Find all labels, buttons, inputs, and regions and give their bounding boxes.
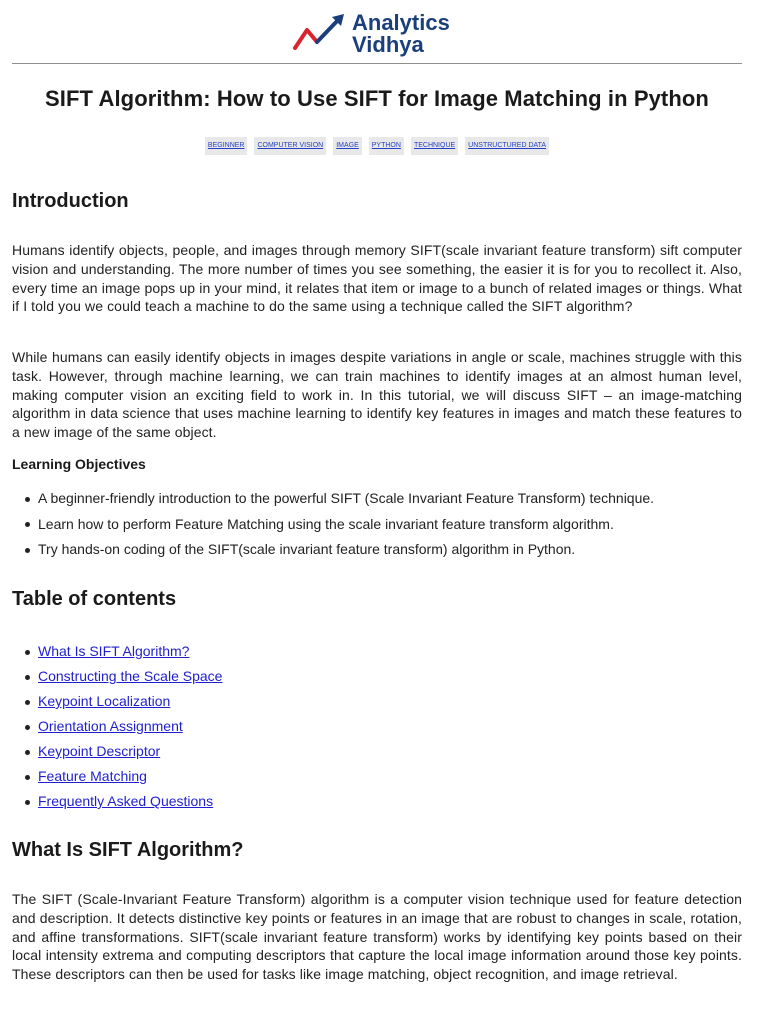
site-logo[interactable]: [292, 8, 467, 56]
toc-item: [12, 714, 742, 739]
logo-line-1: Analytics: [352, 10, 450, 35]
site-header: [0, 0, 768, 58]
toc-link-feature-matching[interactable]: Feature Matching: [38, 768, 147, 784]
toc-item: [12, 689, 742, 714]
toc-item: [12, 739, 742, 764]
toc-item: [12, 664, 742, 689]
tag-python[interactable]: PYTHON: [369, 137, 404, 155]
table-of-contents: [12, 639, 742, 814]
tag-list: [12, 137, 742, 155]
toc-link-keypoint-localization[interactable]: Keypoint Localization: [38, 693, 171, 709]
toc-link-faq[interactable]: Frequently Asked Questions: [38, 793, 214, 809]
toc-link-scale-space[interactable]: Constructing the Scale Space: [38, 668, 223, 684]
section-heading-introduction: Introduction: [12, 190, 129, 212]
toc-item: [12, 789, 742, 814]
toc-item: [12, 764, 742, 789]
logo-wordmark: [352, 12, 450, 56]
header-divider: [12, 63, 742, 64]
toc-link-orientation-assignment[interactable]: Orientation Assignment: [38, 718, 183, 734]
learning-objectives-heading: Learning Objectives: [12, 456, 146, 472]
toc-link-what-is-sift[interactable]: What Is SIFT Algorithm?: [38, 643, 190, 659]
section-heading-table-of-contents: Table of contents: [12, 588, 177, 610]
list-item: Try hands-on coding of the SIFT(scale invariant feature transform) algorithm in Python.: [12, 537, 742, 563]
tag-unstructured-data[interactable]: UNSTRUCTURED DATA: [465, 137, 549, 155]
intro-paragraph-1: Humans identify objects, people, and images through memory SIFT(scale invariant feature transform) sift computer vision and understanding. The more number of times you see something, the easier it is for you to recollect it. Also, every time an image pops up in your mind, it relates that item or image to a bunch of related images or things. What if I told you we could teach a machine to do the same using a technique called the SIFT algorithm?: [12, 242, 742, 315]
logo-line-2: Vidhya: [352, 32, 424, 57]
tag-image[interactable]: IMAGE: [333, 137, 362, 155]
analytics-vidhya-logo-icon: [292, 14, 350, 52]
list-item: Learn how to perform Feature Matching using the scale invariant feature transform algorithm.: [12, 512, 742, 538]
tag-computer-vision[interactable]: COMPUTER VISION: [254, 137, 326, 155]
toc-link-keypoint-descriptor[interactable]: Keypoint Descriptor: [38, 743, 161, 759]
learning-objectives-list: [12, 486, 742, 563]
article-title: SIFT Algorithm: How to Use SIFT for Image Matching in Python: [45, 86, 709, 111]
toc-item: [12, 639, 742, 664]
intro-paragraph-2: While humans can easily identify objects in images despite variations in angle or scale, machines struggle with this task. However, through machine learning, we can train machines to identify images at an almost human level, making computer vision an exciting field to work in. In this tutorial, we will discuss SIFT – an image-matching algorithm in data science that uses machine learning to identify key features in images and match these features to a new image of the same object.: [12, 349, 742, 441]
list-item: A beginner-friendly introduction to the powerful SIFT (Scale Invariant Feature Transform) technique.: [12, 486, 742, 512]
tag-beginner[interactable]: BEGINNER: [205, 137, 248, 155]
section-heading-what-is-sift: What Is SIFT Algorithm?: [12, 839, 244, 861]
what-is-sift-paragraph: The SIFT (Scale-Invariant Feature Transform) algorithm is a computer vision technique used for feature detection and description. It detects distinctive key points or features in an image that are robust to changes in scale, rotation, and affine transformations. SIFT(scale invariant feature transform) works by identifying key points based on their local intensity extrema and computing descriptors that capture the local image information around those key points. These descriptors can then be used for tasks like image matching, object recognition, and image retrieval.: [12, 891, 742, 983]
tag-technique[interactable]: TECHNIQUE: [411, 137, 458, 155]
